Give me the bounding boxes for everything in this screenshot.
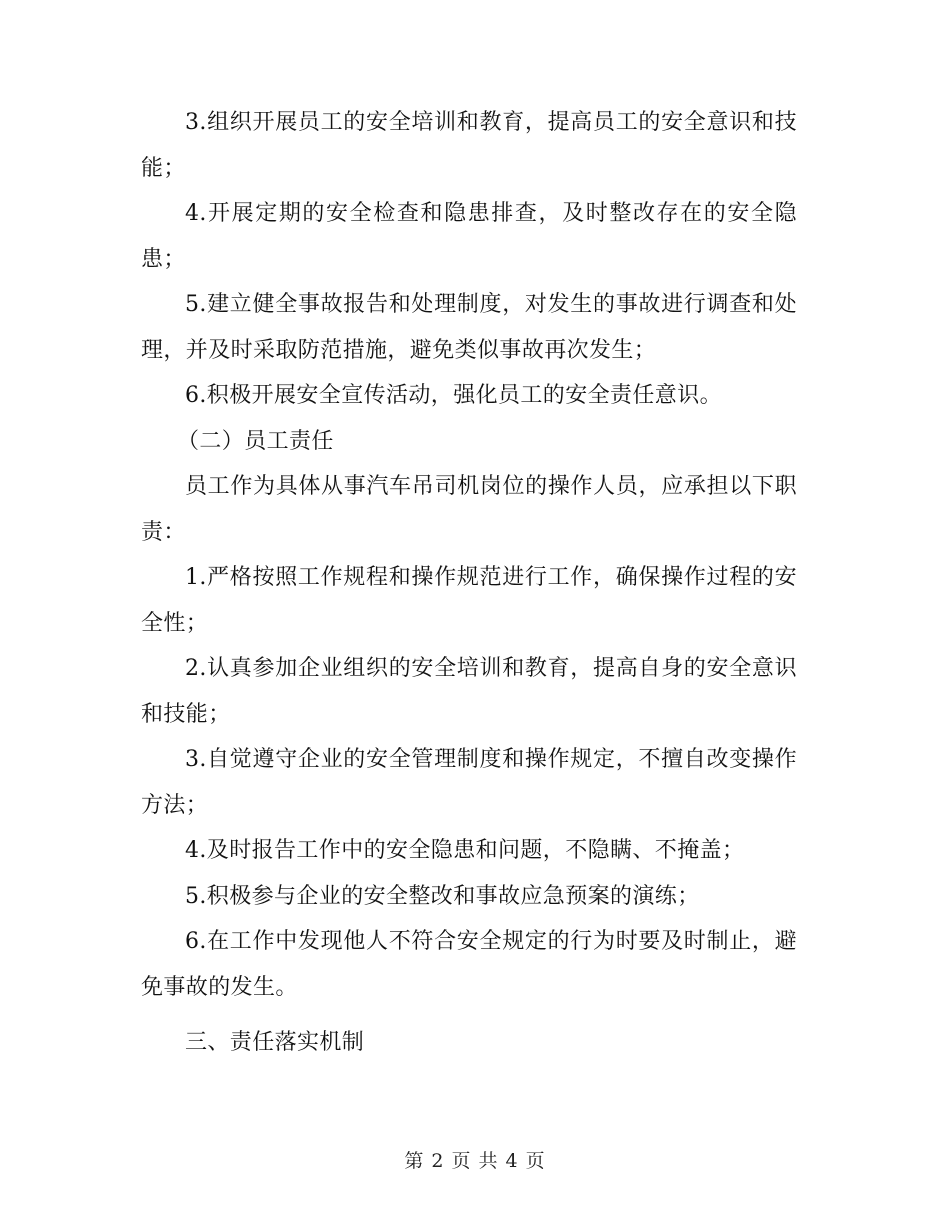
paragraph-duty-5: 5.积极参与企业的安全整改和事故应急预案的演练； <box>185 883 700 909</box>
paragraph-item-5: 5.建立健全事故报告和处理制度，对发生的事故进行调查和处理，并及时采取防范措施，避免类似事故再次发生； <box>141 292 797 363</box>
paragraph-item-3: 3.组织开展员工的安全培训和教育，提高员工的安全意识和技能； <box>141 110 797 181</box>
paragraph-duty-3: 3.自觉遵守企业的安全管理制度和操作规定，不擅自改变操作方法； <box>141 747 797 818</box>
subsection-heading: （二）员工责任 <box>177 428 334 454</box>
paragraph-item-4: 4.开展定期的安全检查和隐患排查，及时整改存在的安全隐患； <box>141 201 797 272</box>
paragraph-item-6: 6.积极开展安全宣传活动，强化员工的安全责任意识。 <box>185 383 722 408</box>
paragraph-duty-4: 4.及时报告工作中的安全隐患和问题，不隐瞒、不掩盖； <box>185 838 745 863</box>
paragraph-duty-6: 6.在工作中发现他人不符合安全规定的行为时要及时制止，避免事故的发生。 <box>141 929 797 1000</box>
document-body <box>141 100 797 1066</box>
paragraph-duty-2: 2.认真参加企业组织的安全培训和教育，提高自身的安全意识和技能； <box>141 656 797 727</box>
paragraph-duty-1: 1.严格按照工作规程和操作规范进行工作，确保操作过程的安全性； <box>141 565 797 636</box>
section-heading: 三、责任落实机制 <box>185 1030 365 1055</box>
paragraph-intro: 员工作为具体从事汽车吊司机岗位的操作人员，应承担以下职责： <box>141 474 797 545</box>
page-number: 第 2 页 共 4 页 <box>404 1150 546 1172</box>
page-footer <box>0 1146 950 1173</box>
